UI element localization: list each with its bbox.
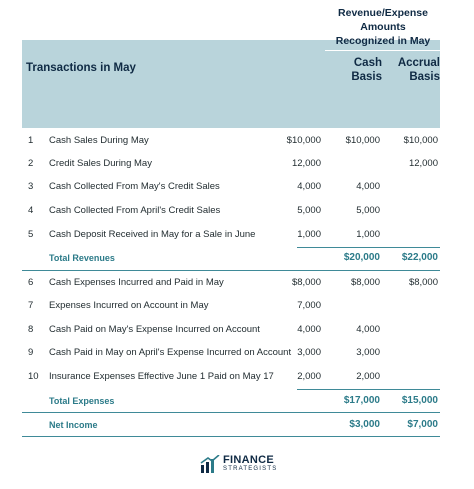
row-amount: 5,000 <box>297 205 321 216</box>
row-number: 7 <box>28 300 34 311</box>
total-revenues-accrual: $22,000 <box>401 252 438 263</box>
total-expenses-accrual: $15,000 <box>401 395 438 406</box>
row-cash-basis: 4,000 <box>356 324 380 335</box>
row-amount: 3,000 <box>297 347 321 358</box>
row-accrual-basis: $10,000 <box>403 135 438 146</box>
row-description: Cash Collected From May's Credit Sales <box>49 181 220 192</box>
row-description: Cash Expenses Incurred and Paid in May <box>49 277 224 288</box>
logo-text-strategists: STRATEGISTS <box>223 466 278 472</box>
finance-strategists-logo <box>200 453 280 475</box>
row-cash-basis: $8,000 <box>350 277 380 288</box>
total-expenses-label: Total Expenses <box>49 396 115 406</box>
table-title: Transactions in May <box>26 62 136 74</box>
net-income-label: Net Income <box>49 420 98 430</box>
table-header <box>22 40 440 128</box>
row-amount: $8,000 <box>291 277 321 288</box>
table-row <box>22 294 440 318</box>
total-revenues-cash: $20,000 <box>343 252 380 263</box>
row-cash-basis: 4,000 <box>356 181 380 192</box>
table-row <box>22 365 440 389</box>
row-description: Credit Sales During May <box>49 158 152 169</box>
row-number: 3 <box>28 181 34 192</box>
row-description: Cash Collected From April's Credit Sales <box>49 205 221 216</box>
row-accrual-basis: 12,000 <box>408 158 438 169</box>
row-amount: 4,000 <box>297 181 321 192</box>
total-revenues-label: Total Revenues <box>49 253 115 263</box>
row-cash-basis: 5,000 <box>356 205 380 216</box>
amounts-group-header: Revenue/Expense Amounts Recognized in May <box>335 7 431 47</box>
row-amount: $10,000 <box>286 135 321 146</box>
row-number: 5 <box>28 229 34 240</box>
row-cash-basis: 2,000 <box>356 371 380 382</box>
row-amount: 4,000 <box>297 324 321 335</box>
table-row <box>22 223 440 247</box>
row-description: Insurance Expenses Effective June 1 Paid on May 17 <box>49 371 274 382</box>
row-number: 1 <box>28 135 34 146</box>
total-revenues-row <box>22 246 440 270</box>
row-cash-basis: 1,000 <box>356 229 380 240</box>
net-income-rule <box>22 436 440 437</box>
row-description: Cash Sales During May <box>49 135 149 146</box>
row-number: 9 <box>28 347 34 358</box>
table-row <box>22 129 440 153</box>
row-cash-basis: 3,000 <box>356 347 380 358</box>
table-row <box>22 318 440 342</box>
header-separator <box>325 50 440 51</box>
row-accrual-basis: $8,000 <box>408 277 438 288</box>
row-number: 4 <box>28 205 34 216</box>
accrual-basis-header: Accrual Basis <box>397 57 440 83</box>
row-description: Expenses Incurred on Account in May <box>49 300 209 311</box>
total-expenses-row <box>22 389 440 413</box>
net-income-cash: $3,000 <box>349 419 380 430</box>
row-cash-basis: $10,000 <box>345 135 380 146</box>
row-number: 10 <box>28 371 39 382</box>
row-number: 2 <box>28 158 34 169</box>
row-description: Cash Paid on May's Expense Incurred on Account <box>49 324 260 335</box>
table-row <box>22 175 440 199</box>
total-expenses-cash: $17,000 <box>343 395 380 406</box>
row-number: 6 <box>28 277 34 288</box>
row-description: Cash Deposit Received in May for a Sale in June <box>49 229 256 240</box>
table-row <box>22 341 440 365</box>
net-income-accrual: $7,000 <box>407 419 438 430</box>
net-income-row <box>22 413 440 437</box>
table-row <box>22 152 440 176</box>
table-row <box>22 199 440 223</box>
row-description: Cash Paid in May on April's Expense Incurred on Account <box>49 347 292 358</box>
row-amount: 7,000 <box>297 300 321 311</box>
row-amount: 12,000 <box>291 158 321 169</box>
logo-text-finance: FINANCE <box>223 454 274 466</box>
table-row <box>22 271 440 295</box>
row-amount: 2,000 <box>297 371 321 382</box>
finance-strategists-logo-mark-icon <box>200 455 220 473</box>
row-number: 8 <box>28 324 34 335</box>
row-amount: 1,000 <box>297 229 321 240</box>
cash-basis-header: Cash Basis <box>351 57 382 83</box>
